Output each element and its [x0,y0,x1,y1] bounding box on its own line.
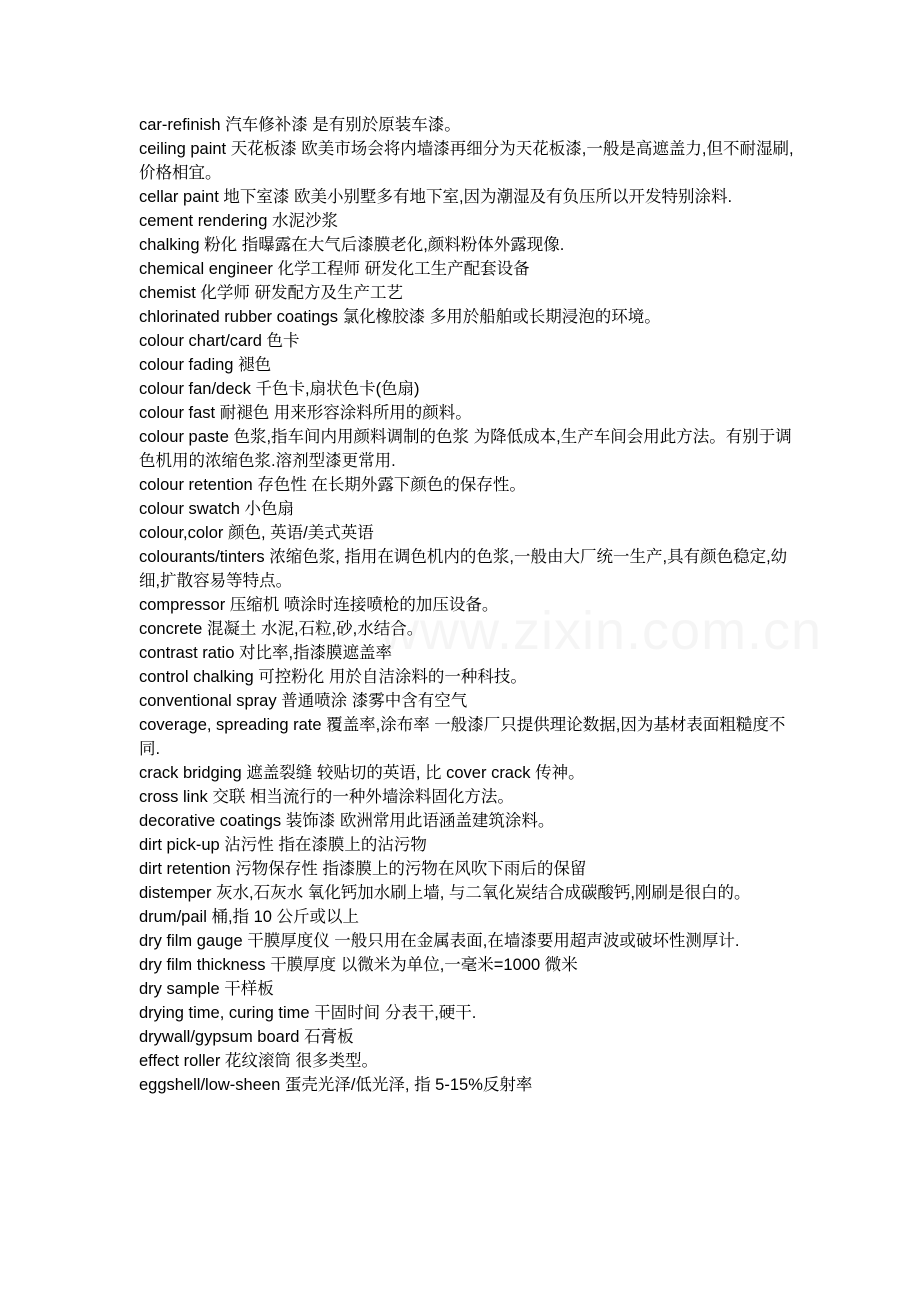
glossary-entry: colour fast 耐褪色 用来形容涂料所用的颜料。 [139,404,472,422]
glossary-entry: distemper 灰水,石灰水 氧化钙加水刷上墙, 与二氧化炭结合成碳酸钙,刚刷是很白的。 [139,884,751,902]
glossary-entry: drum/pail 桶,指 10 公斤或以上 [139,908,360,926]
glossary-entry: cement rendering 水泥沙浆 [139,212,338,230]
glossary-entry: chalking 粉化 指曝露在大气后漆膜老化,颜料粉体外露现像. [139,236,565,254]
glossary-entry: car-refinish 汽车修补漆 是有别於原装车漆。 [139,116,461,134]
glossary-entry: colour fading 褪色 [139,356,272,374]
glossary-entry: colourants/tinters 浓缩色浆, 指用在调色机内的色浆,一般由大厂统一生产,具有颜色稳定,幼细,扩散容易等特点。 [139,548,788,590]
glossary-entry: colour retention 存色性 在长期外露下颜色的保存性。 [139,476,526,494]
glossary-entry: compressor 压缩机 喷涂时连接喷枪的加压设备。 [139,596,499,614]
glossary-entry: drywall/gypsum board 石膏板 [139,1028,354,1046]
glossary-entry: cellar paint 地下室漆 欧美小别墅多有地下室,因为潮湿及有负压所以开发特别涂料. [139,188,733,206]
glossary-entry: colour fan/deck 千色卡,扇状色卡(色扇) [139,380,420,398]
glossary-entry: colour chart/card 色卡 [139,332,300,350]
glossary-entry: control chalking 可控粉化 用於自洁涂料的一种科技。 [139,668,527,686]
glossary-entry: coverage, spreading rate 覆盖率,涂布率 一般漆厂只提供理论数据,因为基材表面粗糙度不同. [139,716,786,758]
glossary-entry: chlorinated rubber coatings 氯化橡胶漆 多用於船舶或长期浸泡的环境。 [139,308,661,326]
glossary-entry: chemical engineer 化学工程师 研发化工生产配套设备 [139,260,530,278]
glossary-entry: colour swatch 小色扇 [139,500,294,518]
glossary-entry: dirt retention 污物保存性 指漆膜上的污物在风吹下雨后的保留 [139,860,587,878]
glossary-entry: concrete 混凝土 水泥,石粒,砂,水结合。 [139,620,424,638]
glossary-list [139,113,799,1097]
glossary-entry: dry film gauge 干膜厚度仪 一般只用在金属表面,在墙漆要用超声波或破坏性测厚计. [139,932,740,950]
glossary-entry: contrast ratio 对比率,指漆膜遮盖率 [139,644,393,662]
glossary-entry: decorative coatings 装饰漆 欧洲常用此语涵盖建筑涂料。 [139,812,555,830]
glossary-entry: dry film thickness 干膜厚度 以微米为单位,一毫米=1000 微米 [139,956,578,974]
glossary-entry: chemist 化学师 研发配方及生产工艺 [139,284,404,302]
glossary-entry: drying time, curing time 干固时间 分表干,硬干. [139,1004,477,1022]
glossary-entry: dirt pick-up 沾污性 指在漆膜上的沾污物 [139,836,427,854]
glossary-entry: dry sample 干样板 [139,980,274,998]
glossary-entry: cross link 交联 相当流行的一种外墙涂料固化方法。 [139,788,514,806]
glossary-entry: crack bridging 遮盖裂缝 较贴切的英语, 比 cover crack 传神。 [139,764,585,782]
glossary-entry: colour paste 色浆,指车间内用颜料调制的色浆 为降低成本,生产车间会用此方法。有别于调色机用的浓缩色浆.溶剂型漆更常用. [139,428,792,470]
glossary-entry: eggshell/low-sheen 蛋壳光泽/低光泽, 指 5-15%反射率 [139,1076,533,1094]
glossary-entry: ceiling paint 天花板漆 欧美市场会将内墙漆再细分为天花板漆,一般是高遮盖力,但不耐湿刷,价格相宜。 [139,140,794,182]
glossary-entry: colour,color 颜色, 英语/美式英语 [139,524,374,542]
glossary-entry: effect roller 花纹滚筒 很多类型。 [139,1052,378,1070]
glossary-entry: conventional spray 普通喷涂 漆雾中含有空气 [139,692,468,710]
watermark-text: www.zixin.com.cn [380,601,823,661]
